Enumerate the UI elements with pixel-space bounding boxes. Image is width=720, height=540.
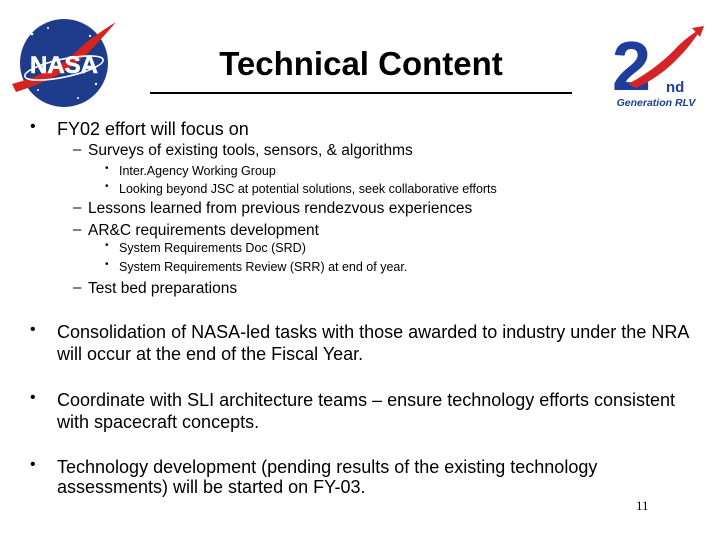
nasa-logo bbox=[8, 14, 120, 112]
sub-sub-bullet-interagency: Inter.Agency Working Group bbox=[119, 164, 276, 178]
bullet-marker: • bbox=[30, 321, 36, 338]
bullet-coordinate-line-2: with spacecraft concepts. bbox=[57, 412, 260, 432]
slide-title: Technical Content bbox=[219, 45, 503, 82]
bullet-marker: • bbox=[30, 118, 36, 135]
sub-sub-bullet-srd: System Requirements Doc (SRD) bbox=[119, 241, 306, 255]
bullet-technology-line-1: Technology development (pending results of the existing technology bbox=[57, 457, 598, 477]
sub-sub-bullet-beyond-jsc: Looking beyond JSC at potential solutions, seek collaborative efforts bbox=[119, 182, 497, 196]
bullet-consolidation-line-1: Consolidation of NASA-led tasks with those awarded to industry under the NRA bbox=[57, 322, 690, 342]
bullet-technology-line-2: assessments) will be started on FY-03. bbox=[57, 477, 366, 497]
rlv-logo-suffix: nd bbox=[666, 79, 685, 96]
rlv-logo bbox=[606, 26, 708, 112]
page-number: 11 bbox=[636, 498, 649, 513]
bullet-fy02-effort: FY02 effort will focus on bbox=[57, 119, 249, 139]
bullet-consolidation-line-2: will occur at the end of the Fiscal Year. bbox=[57, 344, 364, 364]
sub-bullet-marker: – bbox=[73, 279, 82, 296]
rlv-logo-number: 2 bbox=[612, 27, 651, 105]
sub-bullet-lessons-learned: Lessons learned from previous rendezvous experiences bbox=[88, 200, 473, 217]
sub-bullet-marker: – bbox=[73, 221, 82, 238]
bullet-marker: • bbox=[30, 389, 36, 406]
sub-sub-bullet-marker: • bbox=[105, 240, 109, 251]
sub-sub-bullet-marker: • bbox=[105, 163, 109, 174]
sub-bullet-arc-requirements: AR&C requirements development bbox=[88, 222, 319, 239]
sub-bullet-test-bed: Test bed preparations bbox=[88, 280, 238, 297]
sub-sub-bullet-srr: System Requirements Review (SRR) at end of year. bbox=[119, 260, 408, 274]
sub-sub-bullet-marker: • bbox=[105, 259, 109, 270]
bullet-coordinate-line-1: Coordinate with SLI architecture teams – ensure technology efforts consistent bbox=[57, 390, 676, 410]
sub-bullet-marker: – bbox=[73, 141, 82, 158]
sub-bullet-marker: – bbox=[73, 199, 82, 216]
sub-sub-bullet-marker: • bbox=[105, 181, 109, 192]
title-underline bbox=[150, 92, 572, 94]
bullet-marker: • bbox=[30, 456, 36, 473]
nasa-logo-wordmark: NASA bbox=[29, 52, 99, 79]
rlv-logo-caption: Generation RLV bbox=[616, 97, 696, 109]
sub-bullet-surveys: Surveys of existing tools, sensors, & algorithms bbox=[88, 142, 413, 159]
